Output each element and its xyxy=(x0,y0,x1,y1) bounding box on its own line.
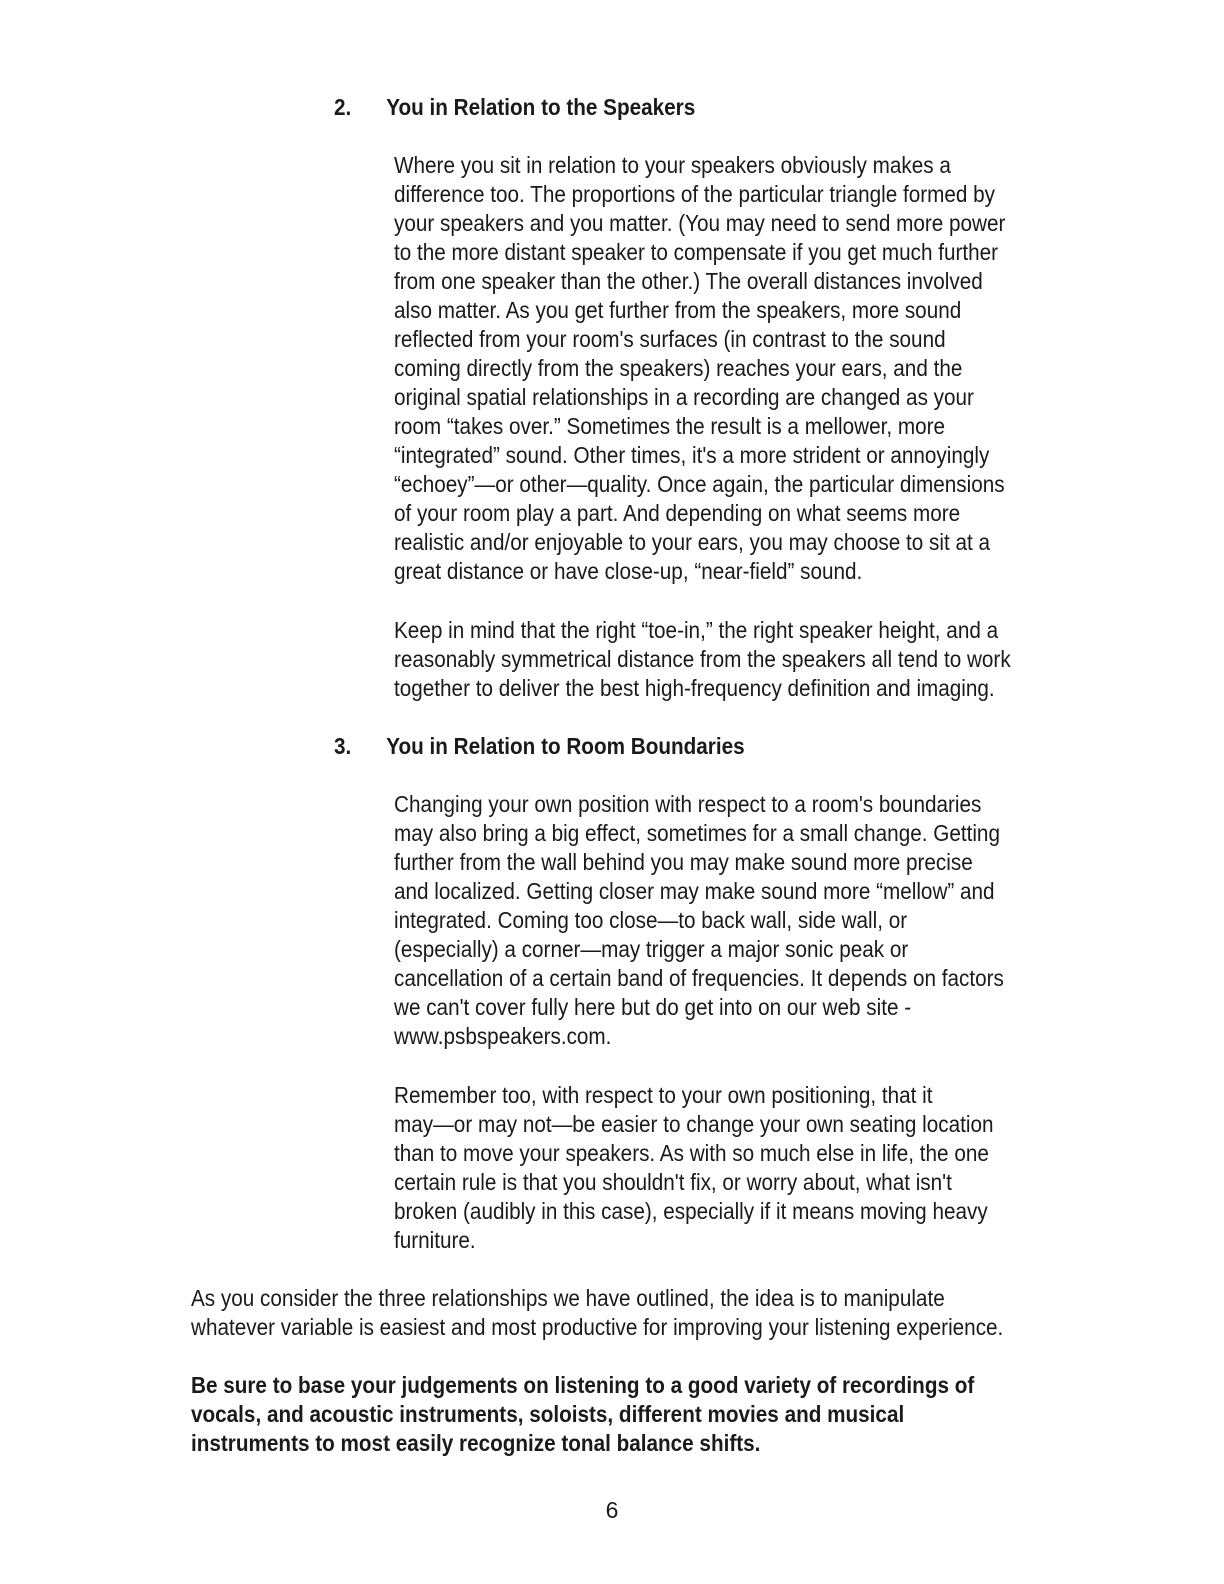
text-line: “echoey”—or other—quality. Once again, the particular dimensions xyxy=(394,471,1005,497)
page-number: 6 xyxy=(605,1497,619,1523)
text-line: Where you sit in relation to your speakers obviously makes a xyxy=(394,152,951,178)
text-line: integrated. Coming too close—to back wall, side wall, or xyxy=(394,907,908,933)
section-2-title: You in Relation to the Speakers xyxy=(386,94,696,120)
text-line: whatever variable is easiest and most productive for improving your listening experience. xyxy=(191,1314,1004,1340)
text-line: also matter. As you get further from the speakers, more sound xyxy=(394,297,962,323)
text-line: may—or may not—be easier to change your own seating location xyxy=(394,1111,994,1137)
text-line: Remember too, with respect to your own positioning, that it xyxy=(394,1082,933,1108)
text-line: certain rule is that you shouldn't fix, or worry about, what isn't xyxy=(394,1169,952,1195)
section-3-paragraph-1 xyxy=(394,790,1024,1051)
text-line: Changing your own position with respect to a room's boundaries xyxy=(394,791,982,817)
text-line: Keep in mind that the right “toe-in,” the right speaker height, and a xyxy=(394,617,999,643)
text-line: to the more distant speaker to compensate if you get much further xyxy=(394,239,999,265)
text-line: cancellation of a certain band of frequencies. It depends on factors xyxy=(394,965,1004,991)
text-line: difference too. The proportions of the particular triangle formed by xyxy=(394,181,996,207)
text-line: broken (audibly in this case), especially if it means moving heavy xyxy=(394,1198,988,1224)
text-line: instruments to most easily recognize tonal balance shifts. xyxy=(191,1430,761,1456)
text-line: furniture. xyxy=(394,1227,476,1253)
text-line: great distance or have close-up, “near-field” sound. xyxy=(394,558,863,584)
website-link-text: www.psbspeakers.com. xyxy=(394,1023,612,1049)
section-2-heading xyxy=(334,93,695,122)
text-line: vocals, and acoustic instruments, soloists, different movies and musical xyxy=(191,1401,905,1427)
text-line: of your room play a part. And depending on what seems more xyxy=(394,500,961,526)
text-line: Be sure to base your judgements on listening to a good variety of recordings of xyxy=(191,1372,975,1398)
section-2-number: 2. xyxy=(334,94,352,120)
text-line: further from the wall behind you may make sound more precise xyxy=(394,849,973,875)
section-2-paragraph-2 xyxy=(394,616,1024,703)
text-line: we can't cover fully here but do get into on our web site - xyxy=(394,994,912,1020)
section-3-title: You in Relation to Room Boundaries xyxy=(386,733,745,759)
closing-paragraph xyxy=(191,1284,1028,1342)
section-3-heading xyxy=(334,732,745,761)
text-line: than to move your speakers. As with so much else in life, the one xyxy=(394,1140,989,1166)
text-line: As you consider the three relationships we have outlined, the idea is to manipulate xyxy=(191,1285,945,1311)
text-line: realistic and/or enjoyable to your ears, you may choose to sit at a xyxy=(394,529,991,555)
emphasis-paragraph xyxy=(191,1371,1028,1458)
text-line: “integrated” sound. Other times, it's a more strident or annoyingly xyxy=(394,442,990,468)
text-line: and localized. Getting closer may make sound more “mellow” and xyxy=(394,878,995,904)
text-line: together to deliver the best high-frequency definition and imaging. xyxy=(394,675,995,701)
text-line: coming directly from the speakers) reaches your ears, and the xyxy=(394,355,963,381)
text-line: original spatial relationships in a recording are changed as your xyxy=(394,384,974,410)
text-line: (especially) a corner—may trigger a major sonic peak or xyxy=(394,936,909,962)
section-2-paragraph-1 xyxy=(394,151,1024,586)
text-line: reflected from your room's surfaces (in contrast to the sound xyxy=(394,326,946,352)
text-line: room “takes over.” Sometimes the result is a mellower, more xyxy=(394,413,946,439)
section-3-number: 3. xyxy=(334,733,352,759)
section-3-paragraph-2 xyxy=(394,1081,1024,1255)
text-line: your speakers and you matter. (You may need to send more power xyxy=(394,210,1006,236)
text-line: reasonably symmetrical distance from the speakers all tend to work xyxy=(394,646,1011,672)
text-line: from one speaker than the other.) The overall distances involved xyxy=(394,268,983,294)
text-line: may also bring a big effect, sometimes for a small change. Getting xyxy=(394,820,1000,846)
